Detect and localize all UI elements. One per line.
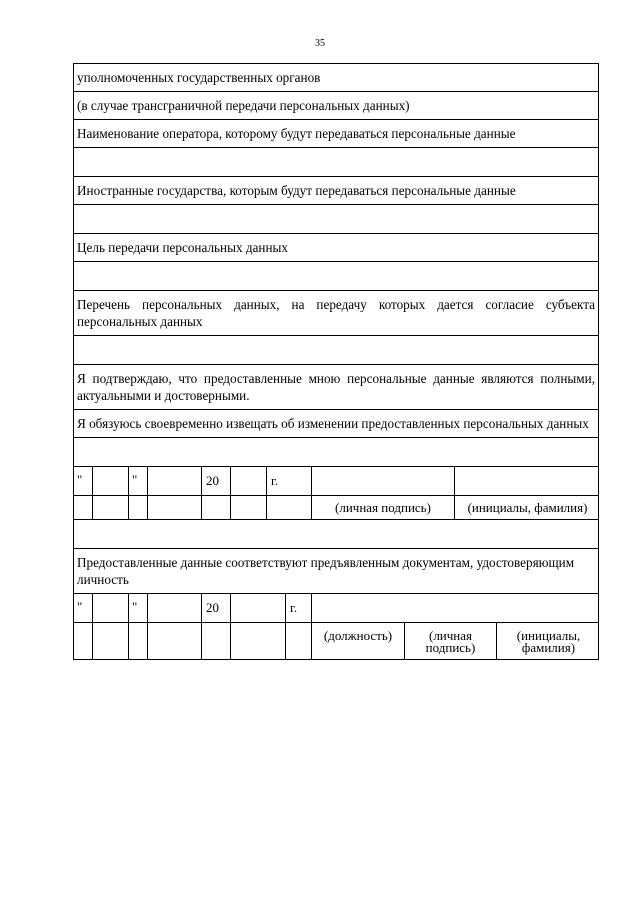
open-quote: " bbox=[74, 594, 93, 622]
year-field[interactable] bbox=[231, 467, 267, 495]
year-suffix: г. bbox=[286, 594, 312, 622]
caption-initials: (инициалы, фамилия) bbox=[516, 628, 581, 655]
data-list-field[interactable] bbox=[73, 336, 599, 365]
year-prefix: 20 bbox=[202, 467, 231, 495]
month-field[interactable] bbox=[148, 594, 202, 622]
signature-captions-row-2 bbox=[73, 623, 599, 660]
date-signature-row-1 bbox=[73, 467, 599, 496]
year-suffix: г. bbox=[267, 467, 312, 495]
spacer-row-2 bbox=[73, 520, 599, 549]
spacer-row-1 bbox=[73, 438, 599, 467]
caption-initials: (инициалы, фамилия) bbox=[467, 500, 588, 515]
year-prefix: 20 bbox=[202, 594, 231, 622]
caption-signature: (личная подпись) bbox=[312, 496, 455, 519]
consent-form-table bbox=[73, 63, 599, 660]
row-authorized-bodies: уполномоченных государственных органов bbox=[73, 63, 599, 92]
open-quote: " bbox=[74, 467, 93, 495]
caption-signature: (личная подпись) bbox=[405, 623, 497, 659]
close-quote: " bbox=[129, 594, 148, 622]
year-field[interactable] bbox=[231, 594, 286, 622]
row-operator-name-label: Наименование оператора, которому будут передаваться персональные данные bbox=[73, 120, 599, 148]
transfer-purpose-field[interactable] bbox=[73, 262, 599, 291]
close-quote: " bbox=[129, 467, 148, 495]
row-transfer-purpose-label: Цель передачи персональных данных bbox=[73, 234, 599, 262]
row-cross-border-note: (в случае трансграничной передачи персональных данных) bbox=[73, 92, 599, 120]
day-field[interactable] bbox=[93, 594, 129, 622]
signature-field[interactable] bbox=[312, 467, 455, 495]
month-field[interactable] bbox=[148, 467, 202, 495]
foreign-states-field[interactable] bbox=[73, 205, 599, 234]
row-confirmation-statement: Я подтверждаю, что предоставленные мною персональные данные являются полными, актуальными и достоверными. bbox=[73, 365, 599, 410]
day-field[interactable] bbox=[93, 467, 129, 495]
signature-captions-row-1 bbox=[73, 496, 599, 520]
row-notification-obligation: Я обязуюсь своевременно извещать об изменении предоставленных персональных данных bbox=[73, 410, 599, 438]
date-signature-row-2 bbox=[73, 594, 599, 623]
operator-name-field[interactable] bbox=[73, 148, 599, 177]
row-verification-statement: Предоставленные данные соответствуют предъявленным документам, удостоверяющим личность bbox=[73, 549, 599, 594]
official-signature-field[interactable] bbox=[312, 594, 600, 622]
page-number: 35 bbox=[315, 38, 325, 49]
row-data-list-label: Перечень персональных данных, на передачу которых дается согласие субъекта персональных данных bbox=[73, 291, 599, 336]
initials-field[interactable] bbox=[455, 467, 600, 495]
caption-position: (должность) bbox=[312, 623, 405, 659]
row-foreign-states-label: Иностранные государства, которым будут передаваться персональные данные bbox=[73, 177, 599, 205]
